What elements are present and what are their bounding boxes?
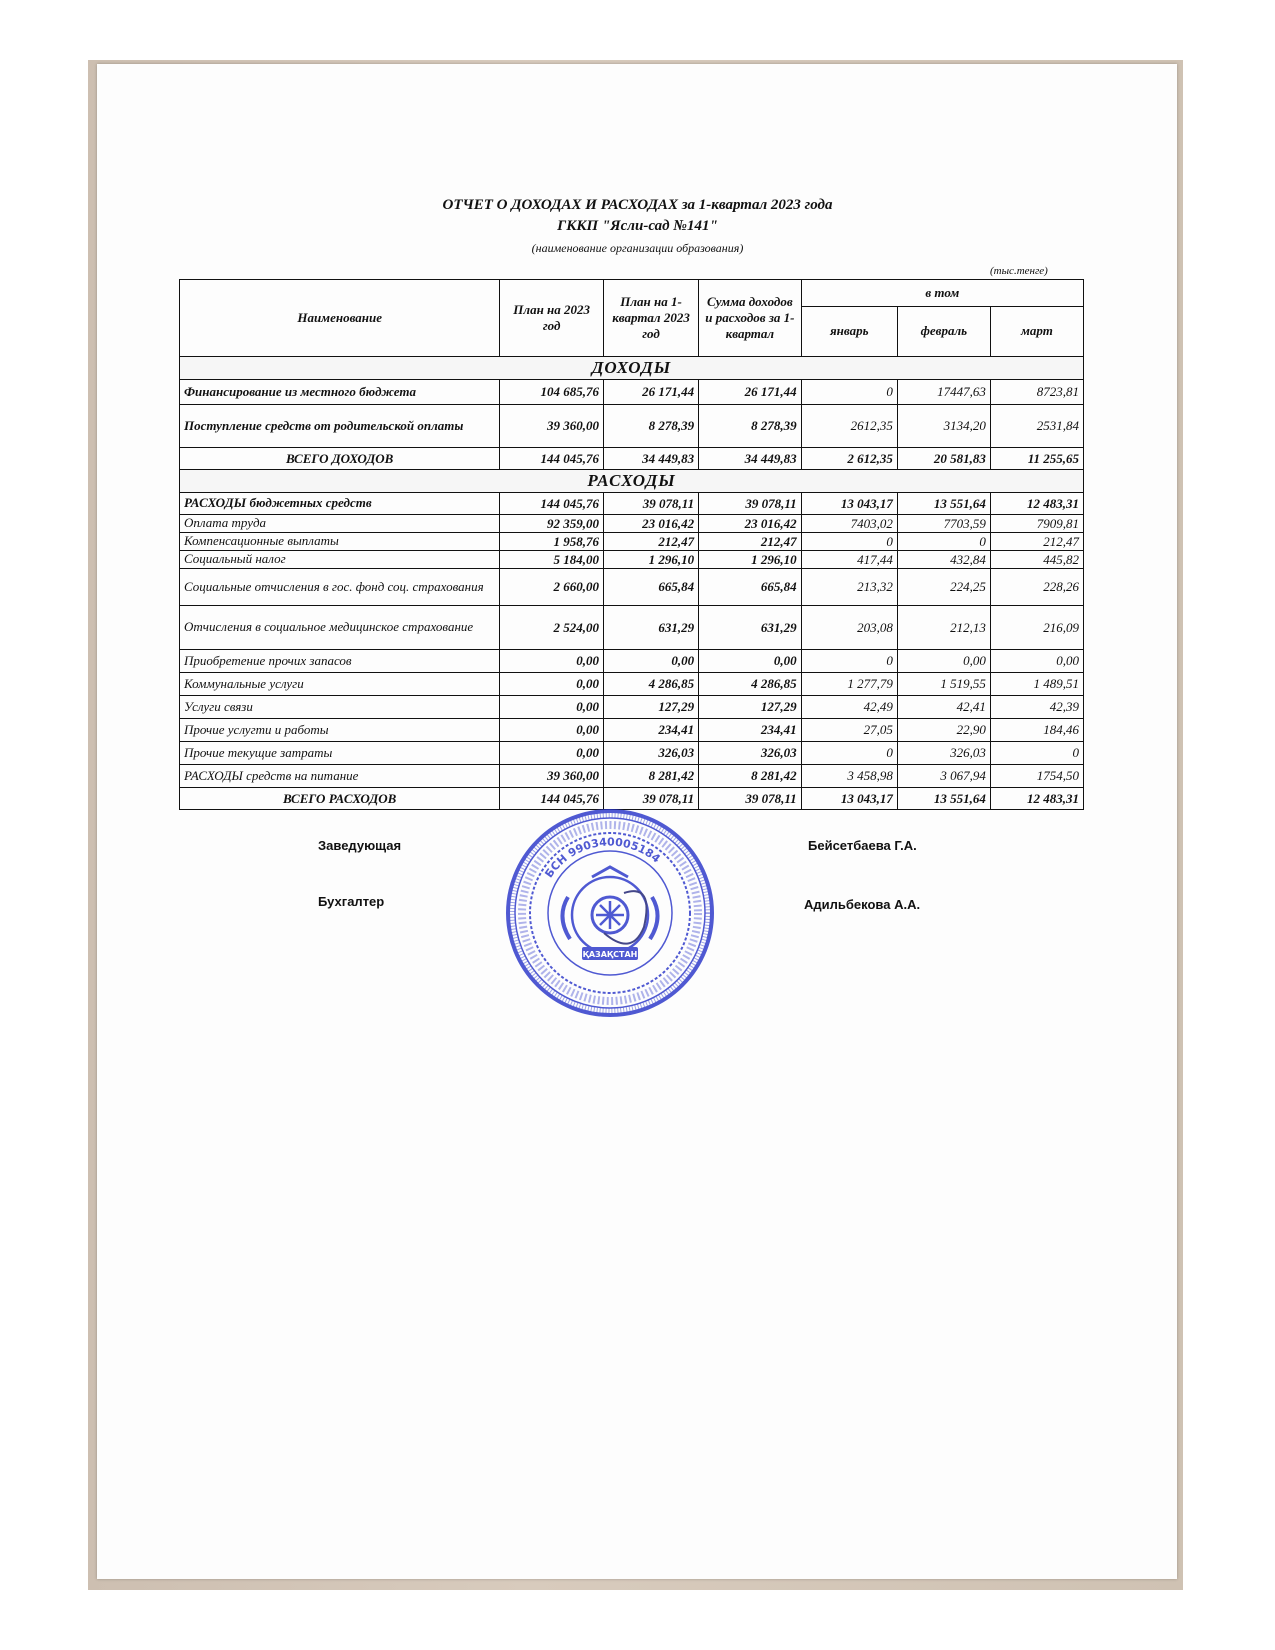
report-title: ОТЧЕТ О ДОХОДАХ И РАСХОДАХ за 1-квартал 2023 года	[442, 197, 833, 213]
header-january: январь	[801, 307, 897, 357]
table-row: Прочие услугти и работы 0,00 234,41 234,41 27,05 22,90 184,46	[180, 719, 1084, 742]
table-row: РАСХОДЫ бюджетных средств 144 045,76 39 078,11 39 078,11 13 043,17 13 551,64 12 483,31	[180, 493, 1084, 515]
table-row: Оплата труда 92 359,00 23 016,42 23 016,42 7403,02 7703,59 7909,81	[180, 515, 1084, 533]
table-row: Компенсационные выплаты 1 958,76 212,47 212,47 0 0 212,47	[180, 533, 1084, 551]
table-row: РАСХОДЫ средств на питание 39 360,00 8 281,42 8 281,42 3 458,98 3 067,94 1754,50	[180, 765, 1084, 788]
expense-total-row: ВСЕГО РАСХОДОВ 144 045,76 39 078,11 39 078,11 13 043,17 13 551,64 12 483,31	[180, 788, 1084, 810]
table-row: Отчисления в социальное медицинское страхование 2 524,00 631,29 631,29 203,08 212,13 216,09	[180, 606, 1084, 650]
head-role-label: Заведующая	[318, 838, 402, 853]
organization-caption: (наименование организации образования)	[531, 241, 744, 255]
official-stamp	[504, 807, 716, 1019]
header-plan-year: План на 2023 год	[500, 280, 604, 357]
header-march: март	[990, 307, 1083, 357]
expense-section-title: РАСХОДЫ	[180, 470, 1084, 493]
units-label: (тыс.тенге)	[990, 265, 1048, 277]
table-row: Социальный налог 5 184,00 1 296,10 1 296,10 417,44 432,84 445,82	[180, 551, 1084, 569]
stamp-country-text: ҚАЗАҚСТАН	[582, 950, 638, 959]
table-row: Приобретение прочих запасов 0,00 0,00 0,00 0 0,00 0,00	[180, 650, 1084, 673]
table-row: Коммунальные услуги 0,00 4 286,85 4 286,85 1 277,79 1 519,55 1 489,51	[180, 673, 1084, 696]
head-name: Бейсетбаева Г.А.	[808, 838, 917, 853]
accountant-name: Адильбекова А.А.	[804, 897, 921, 912]
income-section-title: ДОХОДЫ	[180, 357, 1084, 380]
table-row: Социальные отчисления в гос. фонд соц. страхования 2 660,00 665,84 665,84 213,32 224,25 228,26	[180, 569, 1084, 606]
header-plan-q1: План на 1-квартал 2023 год	[603, 280, 698, 357]
table-row: Поступление средств от родительской оплаты 39 360,00 8 278,39 8 278,39 2612,35 3134,20 2531,84	[180, 405, 1084, 448]
table-row: Финансирование из местного бюджета 104 685,76 26 171,44 26 171,44 0 17447,63 8723,81	[180, 380, 1084, 405]
stamp-bin-text: БСН 990340005184	[542, 835, 663, 881]
table-row: Услуги связи 0,00 127,29 127,29 42,49 42,41 42,39	[180, 696, 1084, 719]
table-row: Прочие текущие затраты 0,00 326,03 326,03 0 326,03 0	[180, 742, 1084, 765]
header-name: Наименование	[180, 280, 500, 357]
header-group: в том	[801, 280, 1083, 307]
header-february: февраль	[897, 307, 990, 357]
income-expense-table	[179, 279, 1084, 810]
income-total-row: ВСЕГО ДОХОДОВ 144 045,76 34 449,83 34 449,83 2 612,35 20 581,83 11 255,65	[180, 448, 1084, 470]
accountant-role-label: Бухгалтер	[318, 894, 385, 909]
organization-name: ГККП "Ясли-сад №141"	[557, 218, 718, 234]
header-sum-q1: Сумма доходов и расходов за 1-квартал	[699, 280, 802, 357]
